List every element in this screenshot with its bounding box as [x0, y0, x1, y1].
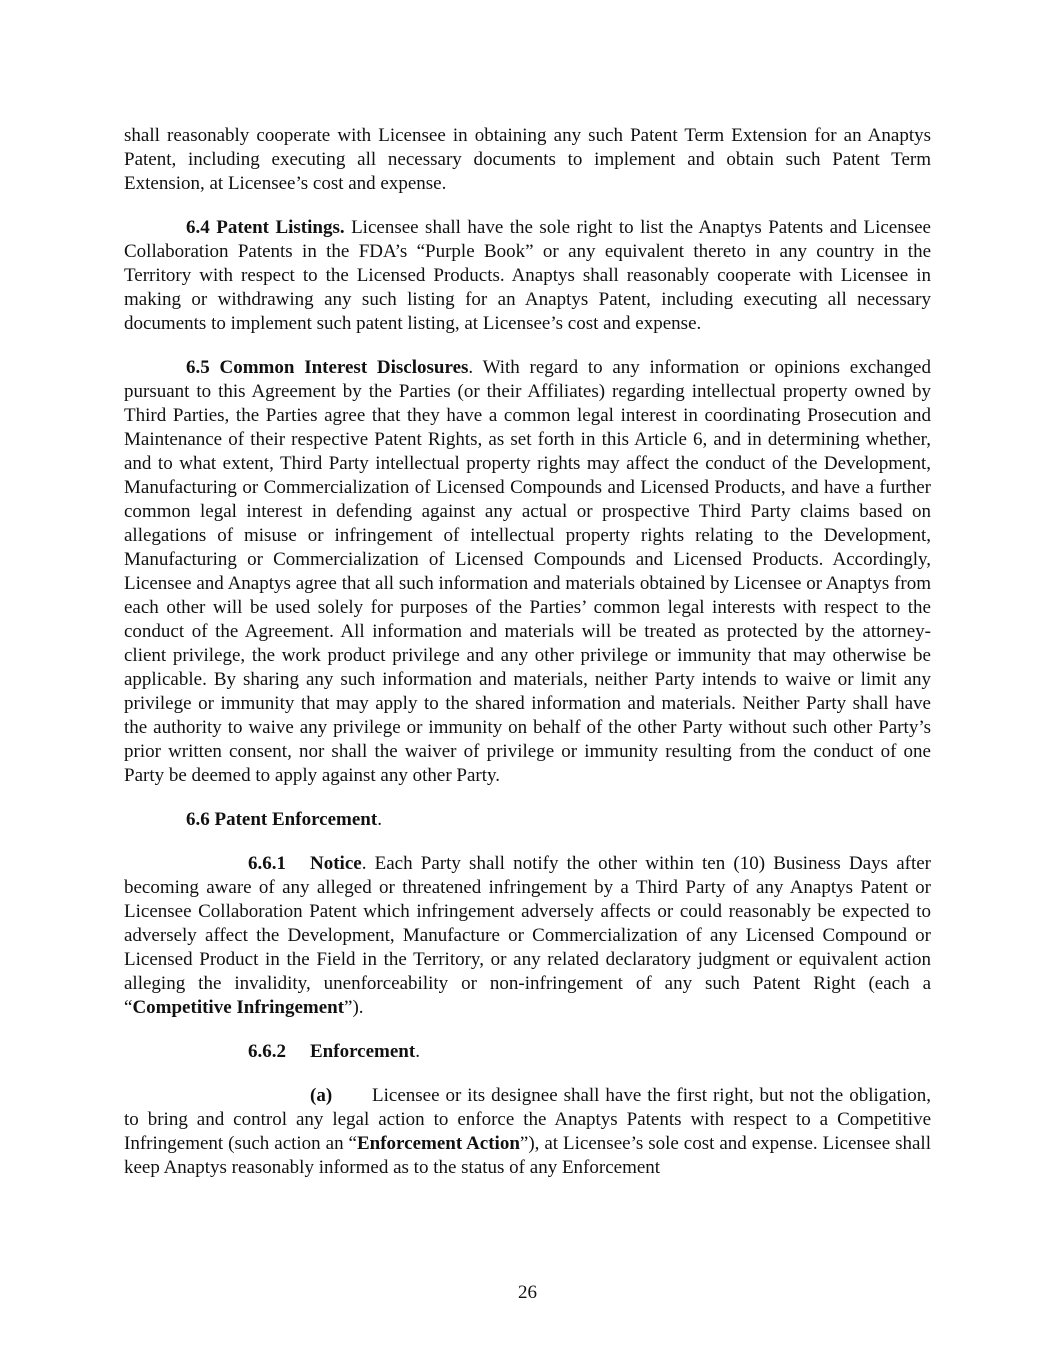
- section-heading: Enforcement: [310, 1041, 416, 1062]
- page-number: 26: [518, 1282, 537, 1303]
- defined-term: Competitive Infringement: [132, 997, 345, 1018]
- section-6-6: 6.6 Patent Enforcement.: [186, 809, 382, 830]
- section-text: Licensee shall have the sole right to list the Anaptys Patents and Licensee Collaboration Patents in the FDA’s “Purple Book” or any equivalent thereto in any country in the Territory with respect to the Licensed Products. Anaptys shall reasonably cooperate with Licensee in making or withdrawing any such listing for an Anaptys Patent, including executing all necessary documents to implement such patent listing, at Licensee’s cost and expense.: [124, 217, 931, 334]
- section-6-6-2: 6.6.2 Enforcement.: [248, 1041, 420, 1062]
- section-number: 6.6.2: [248, 1041, 286, 1062]
- section-6-5: [124, 356, 931, 788]
- section-heading: Notice: [310, 853, 362, 874]
- section-heading: 6.4 Patent Listings.: [186, 217, 345, 238]
- section-6-6-2-a: (a) Licensee or its designee shall have the first right, but not the obligation, to bring and control any legal action to enforce the Anaptys Patents with respect to a Competitive Infringement (such action an “Enforcement Action”), at Licensee’s sole cost and expense. Licensee shall keep Anaptys reasonably informed as to the status of any Enforcement: [124, 1085, 931, 1178]
- section-number: 6.6.1: [248, 853, 286, 874]
- section-6-6-1: 6.6.1 Notice. Each Party shall notify the other within ten (10) Business Days after becoming aware of any alleged or threatened infringement by a Third Party of any Anaptys Patent or Licensee Collaboration Patent which infringement adversely affects or could reasonably be expected to adversely affect the Development, Manufacture or Commercialization of any Licensed Compound or Licensed Product in the Field in the Territory, or any related declaratory judgment or equivalent action alleging the invalidity, unenforceability or non-infringement of any such Patent Right (each a “Competitive Infringement”).: [124, 853, 931, 1018]
- clause-label: (a): [310, 1085, 333, 1106]
- document-body: [124, 124, 931, 1200]
- section-heading: 6.5 Common Interest Disclosures: [186, 357, 469, 378]
- section-text: . With regard to any information or opinions exchanged pursuant to this Agreement by the Parties (or their Affiliates) regarding intellectual property owned by Third Parties, the Parties agree that they have a common legal interest in coordinating Prosecution and Maintenance of their respective Patent Rights, as set forth in this Article 6, and in determining whether, and to what extent, Third Party intellectual property rights may affect the conduct of the Development, Manufacturing or Commercialization of Licensed Compounds and Licensed Products, and have a further common legal interest in defending against any actual or prospective Third Party claims based on allegations of misuse or infringement of intellectual property rights relating to the Development, Manufacturing or Commercialization of Licensed Compounds and Licensed Products. Accordingly, Licensee and Anaptys agree that all such information and materials obtained by Licensee or Anaptys from each other will be used solely for purposes of the Parties’ common legal interests with respect to the conduct of the Agreement. All information and materials will be treated as protected by the attorney-client privilege, the work product privilege and any other privilege or immunity that may otherwise be applicable. By sharing any such information and materials, neither Party intends to waive or limit any privilege or immunity that may apply to the shared information and materials. Neither Party shall have the authority to waive any privilege or immunity on behalf of the other Party without such other Party’s prior written consent, nor shall the waiver of privilege or immunity resulting from the conduct of one Party be deemed to apply against any other Party.: [124, 357, 931, 786]
- defined-term: Enforcement Action: [356, 1133, 520, 1154]
- section-text: Licensee or its designee shall have the first right, but not the obligation, to bring and control any legal action to enforce the Anaptys Patents with respect to a Competitive Infringement (such action an “: [124, 1085, 931, 1154]
- section-text: . Each Party shall notify the other within ten (10) Business Days after becoming aware of any alleged or threatened infringement by a Third Party of any Anaptys Patent or Licensee Collaboration Patent which infringement adversely affects or could reasonably be expected to adversely affect the Development, Manufacture or Commercialization of any Licensed Compound or Licensed Product in the Field in the Territory, or any related declaratory judgment or equivalent action alleging the invalidity, unenforceability or non-infringement of any such Patent Right (each a “: [124, 853, 931, 1018]
- section-6-4: [124, 216, 931, 336]
- paragraph-intro: shall reasonably cooperate with Licensee in obtaining any such Patent Term Extension for an Anaptys Patent, including executing all necessary documents to implement and obtain such Patent Term Extension, at Licensee’s cost and expense.: [124, 125, 931, 194]
- section-heading: 6.6 Patent Enforcement: [186, 809, 378, 830]
